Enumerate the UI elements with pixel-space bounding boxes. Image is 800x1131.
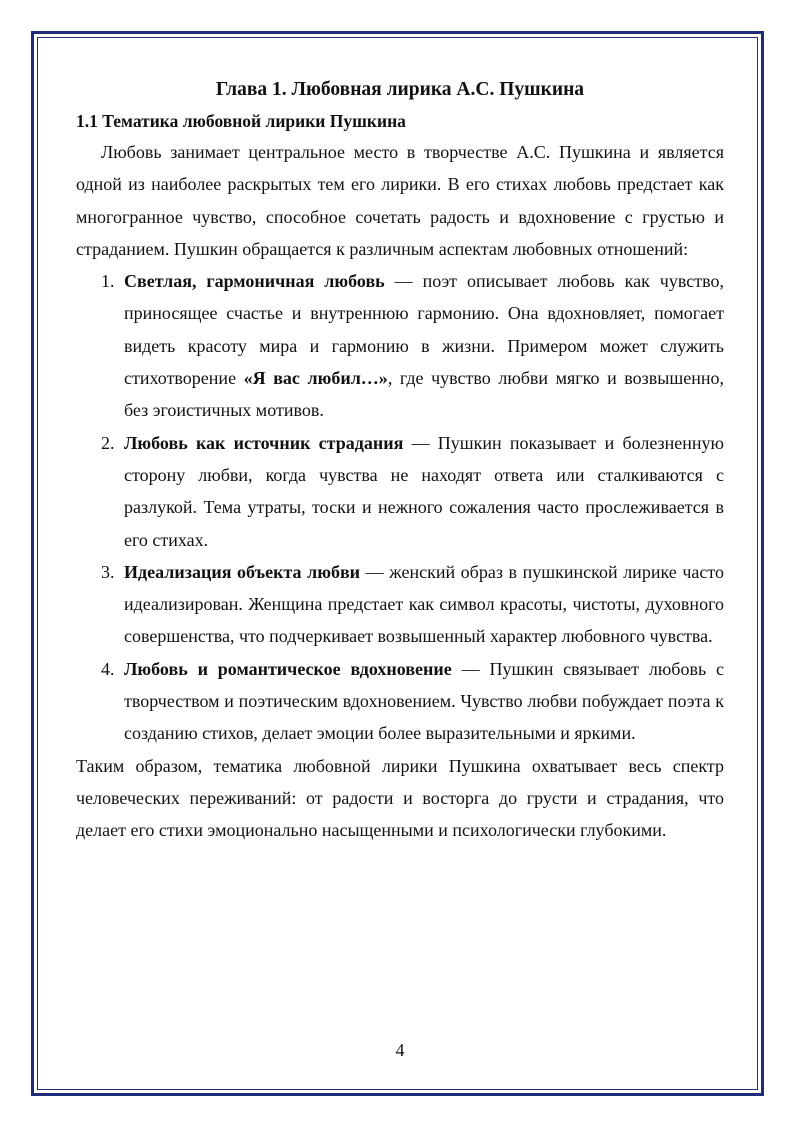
list-item-title: Любовь и романтическое вдохновение	[124, 658, 452, 679]
list-item-text: — Пушкин показывает и болезненную сторону любви, когда чувства не находят ответа или сталкиваются с разлукой. Тема утраты, тоски и нежного сожаления часто прослеживается в его стихах.	[124, 432, 724, 550]
list-item-number: 2.	[101, 432, 115, 453]
list-item-text: — женский образ в пушкинской лирике часто идеализирован. Женщина предстает как символ красоты, чистоты, духовного совершенства, что подчеркивает возвышенный характер любовного чувства.	[124, 561, 724, 647]
poem-title: «Я вас любил…»	[243, 368, 388, 389]
list-item	[76, 653, 724, 750]
page-number: 4	[395, 1040, 405, 1060]
section-title: 1.1 Тематика любовной лирики Пушкина	[76, 111, 406, 131]
intro-paragraph: Любовь занимает центральное место в творчестве А.С. Пушкина и является одной из наиболее раскрытых тем его лирики. В его стихах любовь предстает как многогранное чувство, способное сочетать радость и вдохновение с грустью и страданием. Пушкин обращается к различным аспектам любовных отношений:	[76, 142, 724, 259]
list-item-number: 4.	[101, 658, 115, 679]
list-item-number: 3.	[101, 561, 115, 582]
list-item	[76, 427, 724, 556]
list-item	[76, 265, 724, 426]
list-item-title: Светлая, гармоничная любовь	[124, 271, 385, 292]
list-item-text: — поэт описывает любовь как чувство, приносящее счастье и внутреннюю гармонию. Она вдохновляет, помогает видеть красоту мира и гармонию в жизни. Примером может служить стихотворение	[124, 271, 724, 389]
list-item-text-continued: , где чувство любви мягко и возвышенно, без эгоистичных мотивов.	[124, 368, 724, 421]
list-item	[76, 556, 724, 653]
topics-list	[76, 265, 724, 749]
list-item-number: 1.	[101, 271, 115, 292]
list-item-text: — Пушкин связывает любовь с творчеством и поэтическим вдохновением. Чувство любви побуждает поэта к созданию стихов, делает эмоции более выразительными и яркими.	[124, 658, 724, 744]
chapter-title: Глава 1. Любовная лирика А.С. Пушкина	[215, 79, 585, 100]
page-content	[76, 74, 724, 847]
list-item-title: Любовь как источник страдания	[124, 432, 404, 453]
list-item-title: Идеализация объекта любви	[124, 561, 361, 582]
conclusion-paragraph: Таким образом, тематика любовной лирики Пушкина охватывает весь спектр человеческих переживаний: от радости и восторга до грусти и страдания, что делает его стихи эмоционально насыщенными и психологически глубокими.	[76, 755, 724, 841]
